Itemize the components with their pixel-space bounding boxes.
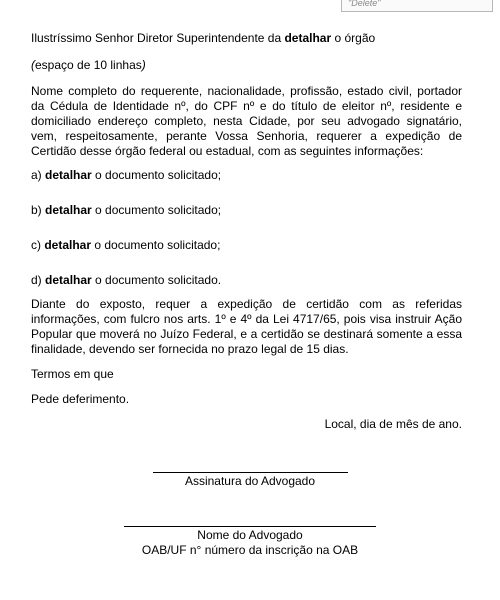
item-text: o documento solicitado; (91, 168, 222, 182)
signature-block-1 (0, 472, 500, 489)
item-placeholder: detalhar (45, 168, 92, 182)
address-pre: Ilustríssimo Senhor Diretor Superintendente da (31, 31, 285, 45)
item-prefix: a) (31, 168, 46, 182)
signature-label-1: Assinatura do Advogado (184, 474, 316, 488)
hint-box (341, 0, 493, 12)
item-prefix: b) (31, 203, 46, 217)
address-placeholder: detalhar (284, 31, 332, 45)
item-text: o documento solicitado; (91, 238, 221, 252)
item-text: o documento solicitado; (91, 203, 222, 217)
item-c (31, 238, 462, 253)
item-placeholder: detalhar (44, 238, 92, 252)
signature-label-2: Nome do Advogado (197, 528, 303, 542)
item-prefix: c) (31, 238, 45, 252)
closing-request: Pede deferimento. (31, 392, 130, 406)
item-b (31, 203, 462, 218)
closing-terms: Termos em que (31, 367, 114, 381)
conclusion-paragraph: Diante do exposto, requer a expedição de certidão com as referidas informações, com fulcro nos arts. 1º e 4º da Lei 4717/65, pois visa instruir Ação Popular que moverá no Juízo Federal, e a certidão se destinará somente a essa finalidade, devendo ser fornecida no prazo legal de 15 dias. (31, 297, 462, 356)
signature-line-1 (153, 472, 348, 473)
item-placeholder: detalhar (45, 203, 92, 217)
space-note-close: ) (141, 58, 146, 72)
item-a (31, 168, 462, 183)
space-note-open: ( (31, 58, 35, 72)
space-note (31, 58, 462, 73)
address-post: o órgão (331, 31, 376, 45)
signature-line-2 (124, 526, 376, 527)
request-paragraph: Nome completo do requerente, nacionalidade, profissão, estado civil, portador da Cédula de Identidade nº, do CPF nº e do título de eleitor nº, residente e domiciliado endereço completo, nesta Cidade, por seu advogado signatário, vem, respeitosamente, perante Vossa Senhoria, requerer a expedição de Certidão desse órgão federal ou estadual, com as seguintes informações: (31, 84, 462, 158)
address-line (31, 31, 462, 46)
item-d (31, 273, 462, 288)
document-body (31, 31, 462, 432)
space-note-text: espaço de 10 linhas (35, 58, 142, 72)
signature-block-2 (0, 526, 500, 558)
item-prefix: d) (31, 273, 46, 287)
item-text: o documento solicitado. (91, 273, 222, 287)
item-placeholder: detalhar (45, 273, 92, 287)
signature-sub-2: OAB/UF n° número da inscrição na OAB (141, 543, 359, 557)
place-date: Local, dia de mês de ano. (324, 417, 462, 431)
hint-text: "Delete" (348, 0, 381, 8)
